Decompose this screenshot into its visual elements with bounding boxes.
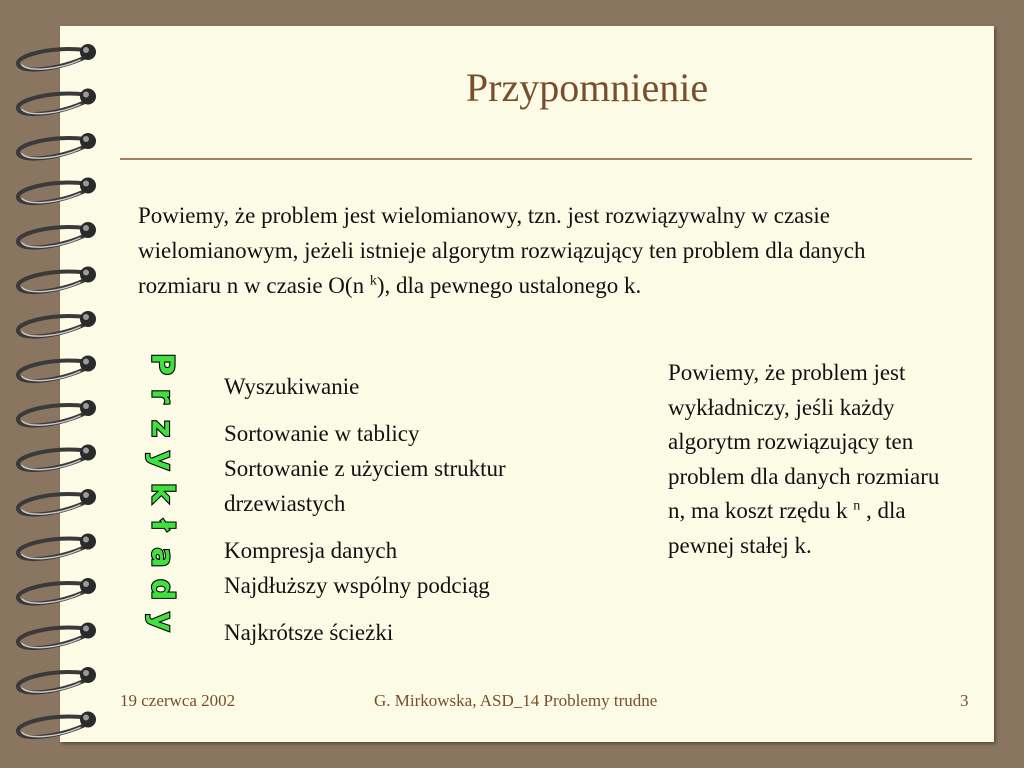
wordart-letter: ł bbox=[144, 519, 180, 531]
exp-text-end: , dla pewnej stałej k. bbox=[668, 498, 906, 558]
binding-ring bbox=[18, 133, 96, 159]
example-item: Najkrótsze ścieżki bbox=[224, 620, 394, 645]
binding-ring bbox=[18, 445, 96, 471]
example-group bbox=[224, 369, 624, 404]
binding-ring bbox=[18, 578, 96, 604]
example-item: Sortowanie z użyciem struktur drzewiastych bbox=[224, 456, 506, 516]
slide-title: Przypomnienie bbox=[465, 65, 709, 110]
binding-ring bbox=[18, 178, 96, 204]
intro-text: Powiemy, że problem jest wielomianowy, tzn. jest rozwiązywalny w czasie wielomianowym, jeżeli istnieje algorytm rozwiązujący ten problem dla danych rozmiaru n w czasie O(n bbox=[138, 203, 866, 298]
example-item: Kompresja danych bbox=[224, 538, 398, 563]
wordart-letter: k bbox=[144, 483, 180, 503]
wordart-letter: r bbox=[144, 388, 180, 404]
exponential-definition bbox=[668, 356, 940, 563]
binding-ring bbox=[18, 267, 96, 293]
examples-list bbox=[224, 369, 624, 662]
binding-ring bbox=[18, 89, 96, 115]
footer-date: 19 czerwca 2002 bbox=[120, 691, 236, 710]
example-group bbox=[224, 533, 624, 603]
title-divider bbox=[120, 158, 972, 160]
binding-ring bbox=[18, 222, 96, 248]
exp-text: Powiemy, że problem jest wykładniczy, jeśli każdy algorytm rozwiązujący ten problem dla danych rozmiaru n, ma koszt rzędu k bbox=[668, 360, 940, 523]
binding-ring bbox=[18, 44, 96, 70]
footer-page-number: 3 bbox=[960, 691, 969, 710]
exp-exponent: n bbox=[853, 498, 861, 514]
slide-page bbox=[60, 26, 994, 742]
wordart-letter: y bbox=[144, 612, 180, 632]
binding-ring bbox=[18, 623, 96, 649]
intro-paragraph bbox=[138, 198, 908, 303]
wordart-letter: P bbox=[144, 353, 180, 376]
wordart-letter: z bbox=[144, 419, 180, 438]
footer-title: G. Mirkowska, ASD_14 Problemy trudne bbox=[374, 691, 658, 710]
example-group bbox=[224, 416, 624, 521]
intro-exponent: k bbox=[369, 273, 377, 289]
example-item: Wyszukiwanie bbox=[224, 374, 360, 399]
example-group bbox=[224, 615, 624, 650]
example-item: Sortowanie w tablicy bbox=[224, 421, 420, 446]
binding-ring bbox=[18, 356, 96, 382]
wordart-letter: a bbox=[144, 547, 180, 568]
wordart-przyklady bbox=[118, 348, 208, 638]
wordart-letter: d bbox=[144, 578, 180, 601]
binding-ring bbox=[18, 667, 96, 693]
spiral-binding bbox=[0, 0, 110, 768]
binding-ring bbox=[18, 311, 96, 337]
binding-ring bbox=[18, 534, 96, 560]
binding-ring bbox=[18, 400, 96, 426]
example-item: Najdłuższy wspólny podciąg bbox=[224, 573, 490, 598]
wordart-letter: y bbox=[144, 450, 180, 471]
binding-ring bbox=[18, 712, 96, 738]
binding-ring bbox=[18, 489, 96, 515]
intro-text-end: ), dla pewnego ustalonego k. bbox=[376, 273, 642, 298]
